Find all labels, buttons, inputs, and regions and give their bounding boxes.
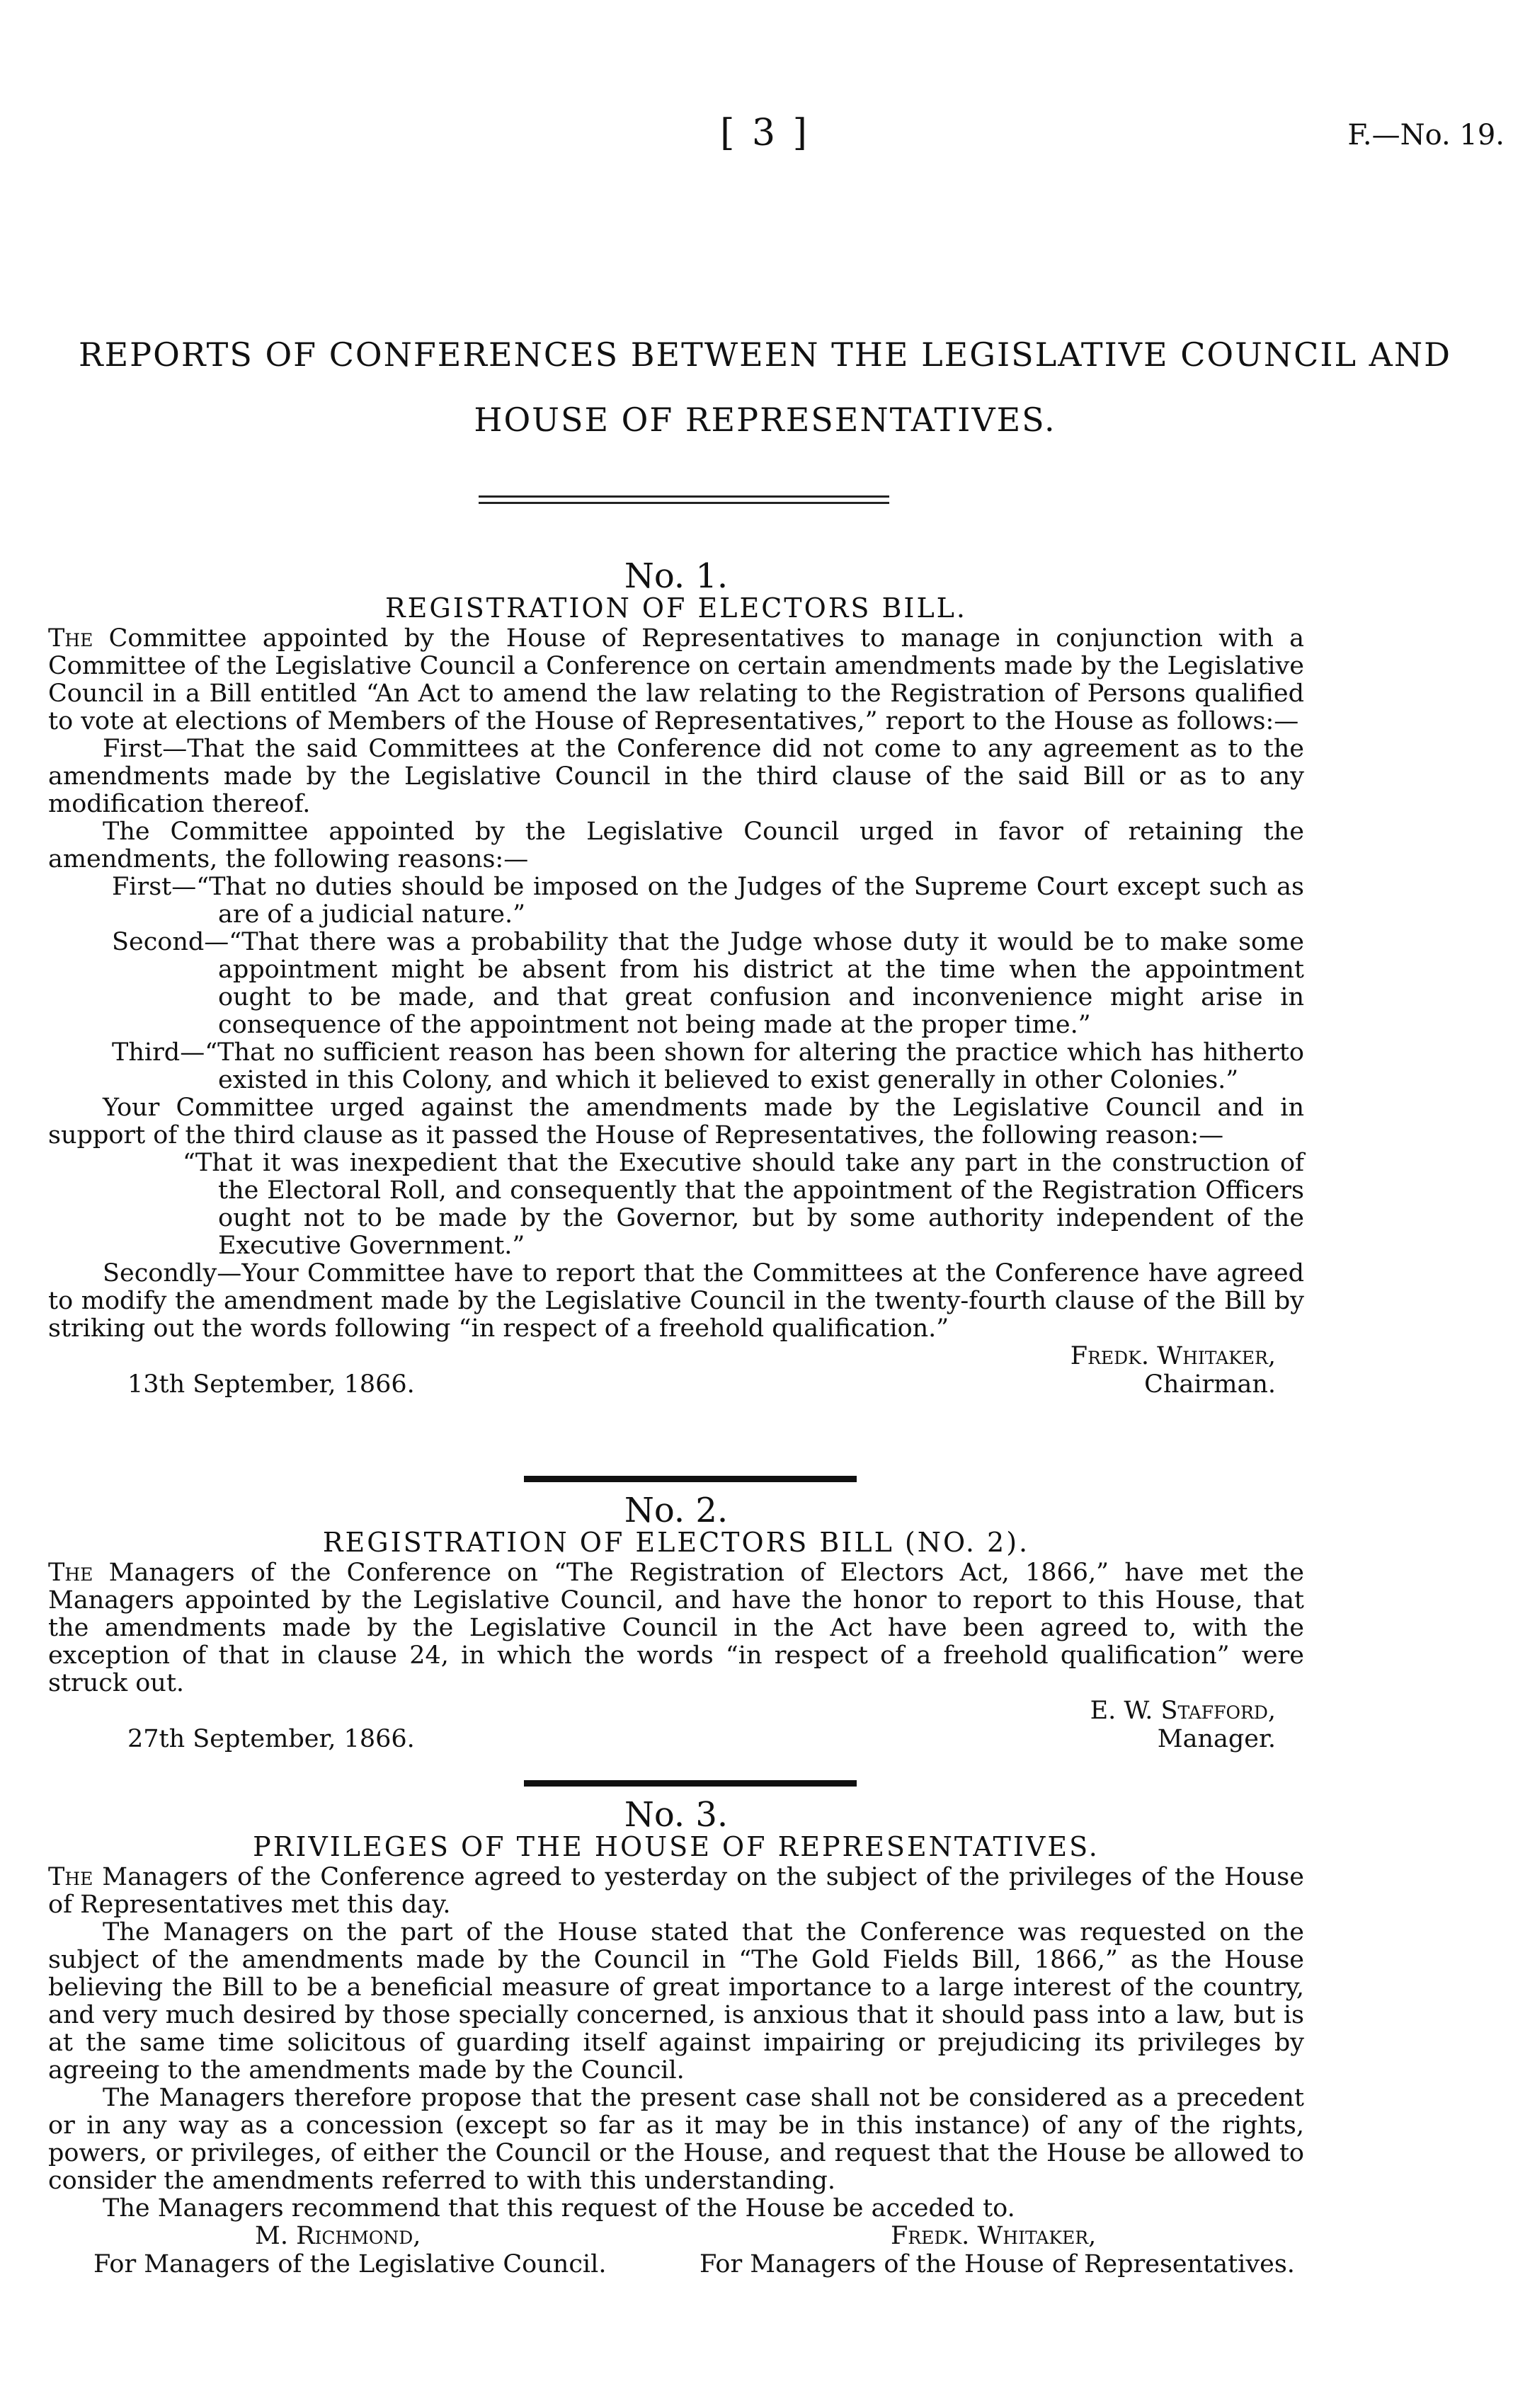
report-3-lead-word: The (48, 1863, 93, 1891)
report-3 (48, 1795, 1304, 2282)
report-3-para-2: The Managers on the part of the House stated that the Conference was requested on the subject of the amendments made by the Council in “The Gold Fields Bill, 1866,” as the House believing the Bill to be a beneficial measure of great importance to a large interest of the country, and very much desired by those specially concerned, is anxious that it should pass into a law, but is at the same time solicitous of guarding itself against impairing or prejudicing its privileges by agreeing to the amendments made by the Council. (48, 1918, 1304, 2085)
report-1-para-1: The Committee appointed by the House of Representatives to manage in conjunction with a Committee of the Legislative Council a Conference on certain amendments made by the Legislative Council in a Bill entitled “An Act to amend the law relating to the Registration of Persons qualified to vote at elections of Members of the House of Representatives,” report to the House as follows:— (48, 624, 1304, 735)
report-1-date: 13th September, 1866. (127, 1370, 415, 1399)
report-1-quote: “That it was inexpedient that the Executive should take any part in the construction of the Electoral Roll, and consequently that the appointment of the Registration Officers ought not to be made by the Governor, but by some authority independent of the Executive Government.” (183, 1149, 1304, 1260)
report-1-para-5: Secondly—Your Committee have to report that the Committees at the Conference have agreed to modify the amendment made by the Legislative Council in the twenty-fourth clause of the Bill by striking out the words following “in respect of a freehold qualification.” (48, 1259, 1304, 1343)
report-3-para-4: The Managers recommend that this request of the House be acceded to. (103, 2194, 1015, 2223)
report-2-lead-word: The (48, 1559, 93, 1587)
report-3-sig-right-title: For Managers of the House of Representatives. (700, 2250, 1295, 2278)
report-1-para-2: First—That the said Committees at the Conference did not come to any agreement as to the amendments made by the Legislative Council in the third clause of the said Bill or as to any modification thereof. (48, 735, 1304, 818)
title-line-2: HOUSE OF REPRESENTATIVES. (474, 401, 1056, 439)
report-1-para-3: The Committee appointed by the Legislative Council urged in favor of retaining the amendments, the following reasons:— (48, 818, 1304, 873)
report-2-signature-block (48, 1697, 1304, 1755)
report-3-sig-left-name: M. Richmond, (255, 2222, 421, 2250)
section-divider-1 (524, 1476, 857, 1482)
report-1-reason-2: Second—“That there was a probability that the Judge whose duty it would be to make some appointment might be absent from his district at the time when the appointment ought to be made, and that great confusion and inconvenience might arise in consequence of the appointment not being made at the proper time.” (112, 928, 1304, 1039)
title-line-1: REPORTS OF CONFERENCES BETWEEN THE LEGISLATIVE COUNCIL AND (78, 336, 1452, 374)
report-2 (48, 1491, 1304, 1755)
section-divider-2 (524, 1780, 857, 1787)
report-3-heading: PRIVILEGES OF THE HOUSE OF REPRESENTATIVES. (253, 1831, 1100, 1862)
report-2-number: No. 2. (624, 1491, 729, 1530)
report-3-sig-right-name: Fredk. Whitaker, (891, 2222, 1097, 2250)
report-1-heading: REGISTRATION OF ELECTORS BILL. (384, 592, 967, 624)
report-3-para-3: The Managers therefore propose that the present case shall not be considered as a precedent or in any way as a concession (except so far as it may be in this instance) of any of the rights, powers, or privileges, of either the Council or the House, and request that the House be allowed to consider the amendments referred to with this understanding. (48, 2084, 1304, 2195)
report-2-heading: REGISTRATION OF ELECTORS BILL (NO. 2). (322, 1527, 1030, 1558)
report-1-signature: Fredk. Whitaker, (1070, 1342, 1276, 1370)
report-2-para-1: The Managers of the Conference on “The Registration of Electors Act, 1866,” have met the Managers appointed by the Legislative Council, and have the honor to report to this House, that the amendments made by the Legislative Council in the Act have been agreed to, with the exception of that in clause 24, in which the words “in respect of a freehold qualification” were struck out. (48, 1559, 1304, 1697)
report-3-number: No. 3. (624, 1795, 729, 1835)
report-3-para-1: The Managers of the Conference agreed to yesterday on the subject of the privileges of the House of Representatives met this day. (48, 1863, 1304, 1919)
report-3-signature-block (48, 2223, 1304, 2282)
paper-reference: F.—No. 19. (1347, 119, 1505, 151)
report-2-signature-title: Manager. (1157, 1725, 1276, 1753)
report-1-number: No. 1. (624, 556, 729, 596)
report-2-signature: E. W. Stafford, (1090, 1697, 1276, 1725)
report-1-lead-word: The (48, 624, 93, 653)
page-number: [ 3 ] (720, 112, 810, 154)
report-1-signature-block (48, 1343, 1304, 1401)
report-1-signature-title: Chairman. (1144, 1370, 1276, 1399)
report-1-para-4: Your Committee urged against the amendments made by the Legislative Council and in support of the third clause as it passed the House of Representatives, the following reason:— (48, 1094, 1304, 1149)
report-1-reason-1: First—“That no duties should be imposed on the Judges of the Supreme Court except such as are of a judicial nature.” (112, 873, 1304, 929)
report-2-date: 27th September, 1866. (127, 1725, 415, 1753)
report-1 (48, 556, 1304, 1401)
document-title (0, 322, 1530, 452)
report-3-sig-left-title: For Managers of the Legislative Council. (93, 2250, 607, 2278)
report-1-reason-3: Third—“That no sufficient reason has been shown for altering the practice which has hitherto existed in this Colony, and which it believed to exist generally in other Colonies.” (112, 1038, 1304, 1094)
title-divider (479, 495, 889, 504)
